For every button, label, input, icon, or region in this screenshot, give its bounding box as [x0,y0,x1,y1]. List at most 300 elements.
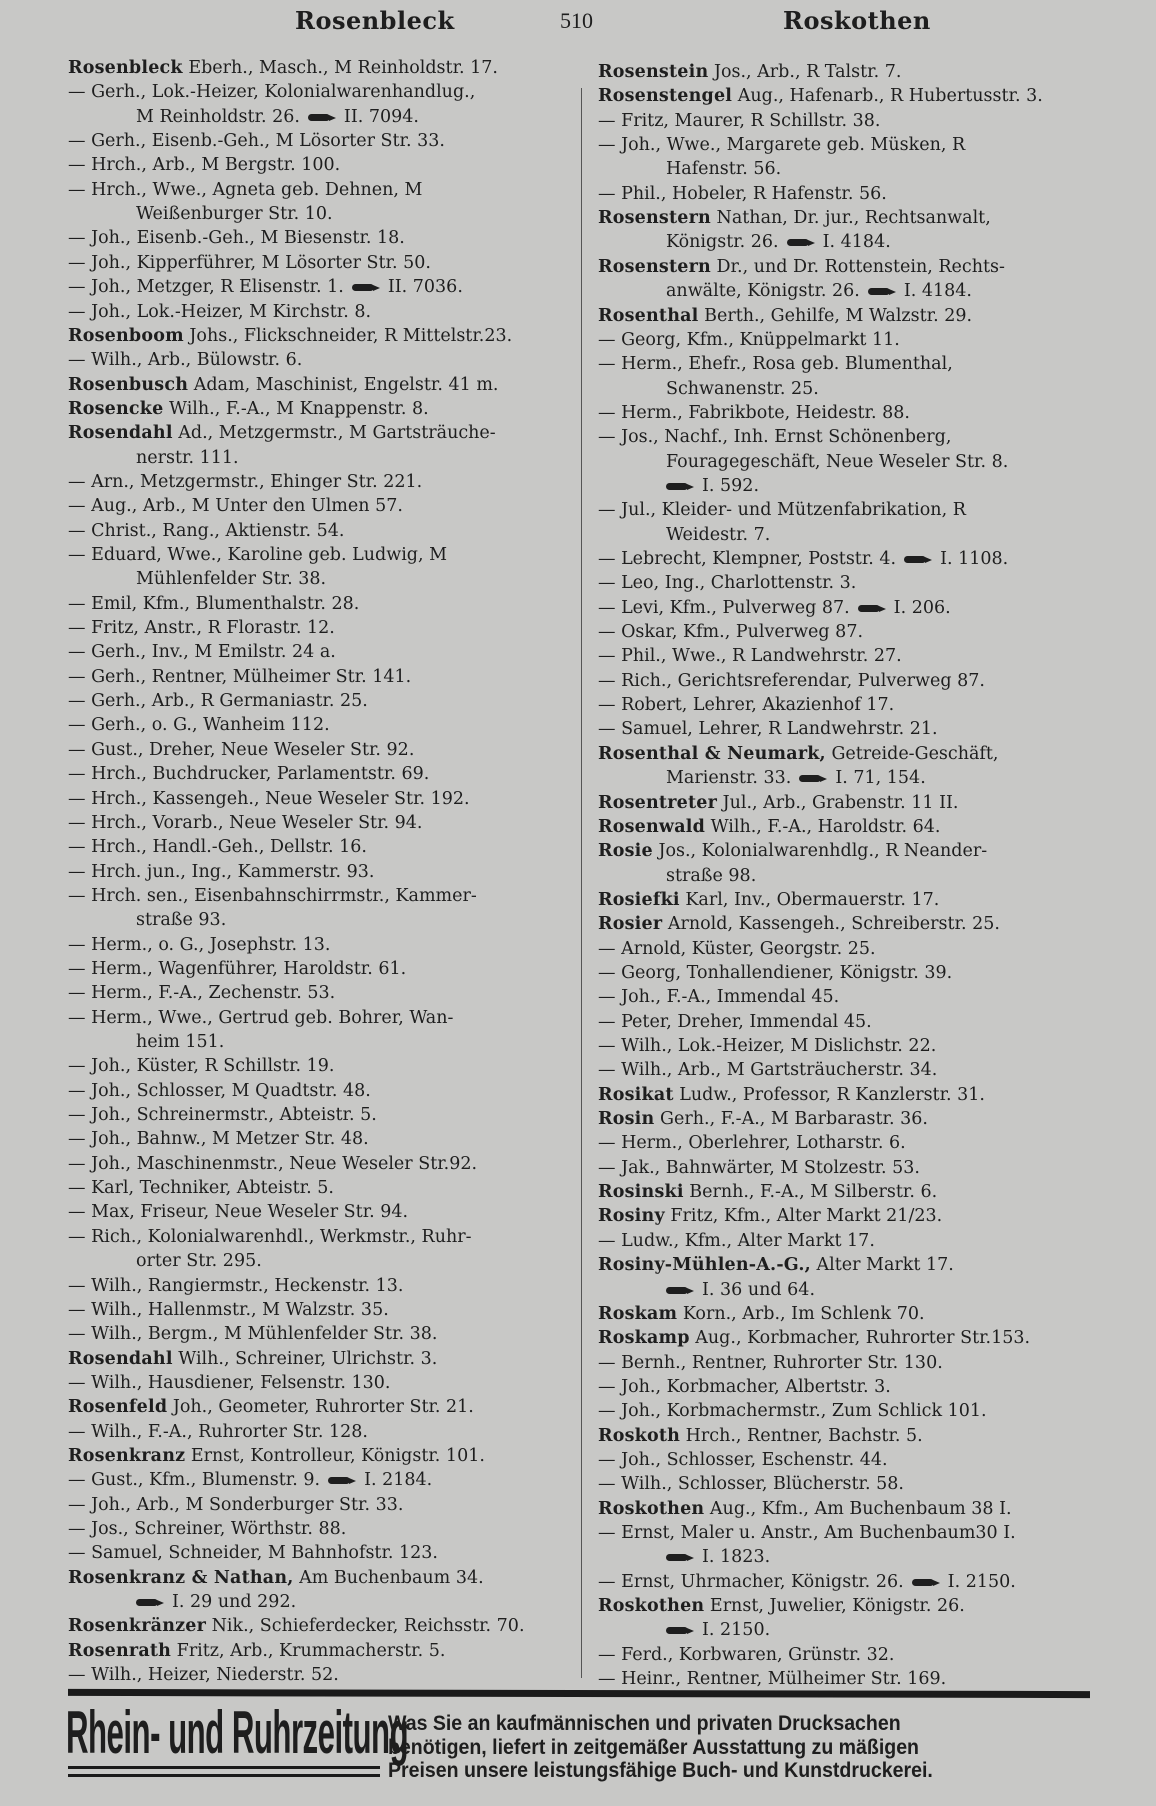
directory-line [598,1570,1016,1594]
surname: Roskothen [598,1596,705,1617]
directory-line [598,401,910,425]
surname: Rosenstern [598,256,711,277]
directory-line [598,498,966,522]
entry-text: — Eduard, Wwe., Karoline geb. Ludwig, M [68,545,448,565]
directory-line [68,421,496,445]
entry-text: — Jul., Kleider- und Mützenfabrikation, R [598,500,966,521]
directory-line [68,1468,432,1492]
surname: Rosie [598,841,653,862]
entry-text: Aug., Kfm., Am Buchenbaum 38 I. [709,1498,1012,1519]
entry-text: Eberh., Masch., M Reinholdstr. 17. [188,58,498,78]
entry-text: — Joh., Eisenb.-Geh., M Biesenstr. 18. [68,228,405,249]
directory-line [68,616,335,640]
entry-text: — Gust., Dreher, Neue Weseler Str. 92. [68,739,415,760]
entry-text: — Herm., Fabrikbote, Heidestr. 88. [598,402,910,423]
directory-line [68,1200,408,1224]
directory-line [598,815,940,839]
surname: Rosenboom [68,325,184,346]
directory-line [68,300,371,324]
entry-text: heim 151. [136,1032,225,1052]
directory-line [68,324,512,348]
directory-line [136,446,239,470]
entry-text: — Ferd., Korbwaren, Grünstr. 32. [598,1644,895,1665]
telephone-icon [666,482,694,491]
surname: Rosenbleck [68,58,183,78]
entry-text: — Ernst, Maler u. Anstr., Am Buchenbaum30 I. [598,1523,1016,1543]
directory-line [598,912,1000,936]
surname: Rosenkränzer [68,1616,207,1637]
entry-text: — Samuel, Lehrer, R Landwehrstr. 21. [598,719,938,740]
entry-text: straße 93. [136,910,227,931]
telephone-icon [912,1578,940,1587]
entry-text: Joh., Geometer, Ruhrorter Str. 21. [172,1397,474,1418]
directory-line [68,762,429,786]
directory-line [68,373,498,397]
directory-line [598,1010,872,1034]
directory-line [598,60,901,84]
entry-text: — Georg, Tonhallendiener, Königstr. 39. [598,962,953,983]
directory-line [136,202,333,226]
entry-text: Wilh., F.-A., M Knappenstr. 8. [169,398,429,419]
entry-text: — Joh., Korbmachermstr., Zum Schlick 101. [598,1401,987,1422]
telephone-number: I. 4184. [822,232,891,253]
entry-text: — Herm., Ehefr., Rosa geb. Blumenthal, [598,354,953,375]
directory-line [68,397,429,421]
directory-line [68,1127,369,1151]
directory-line [598,742,999,766]
entry-text: Mühlenfelder Str. 38. [136,569,327,590]
directory-line [68,957,406,981]
directory-line [598,182,887,206]
entry-text: — Gerh., Eisenb.-Geh., M Lösorter Str. 33. [68,131,445,152]
entry-text: Gerh., F.-A., M Barbarastr. 36. [660,1109,928,1130]
entry-text: Alter Markt 17. [816,1255,954,1276]
directory-line [68,713,330,737]
entry-text: — Herm., Wwe., Gertrud geb. Bohrer, Wan- [68,1007,454,1028]
directory-line [136,567,326,591]
directory-line [68,592,359,616]
entry-text: — Joh., Maschinenmstr., Neue Weseler Str.92. [68,1153,478,1174]
entry-text: — Joh., Bahnw., M Metzer Str. 48. [68,1129,369,1150]
surname: Rosenstern [598,208,711,229]
entry-text: — Christ., Rang., Aktienstr. 54. [68,520,345,541]
entry-text: Korn., Arb., Im Schlenk 70. [682,1303,925,1324]
entry-text: — Hrch. jun., Ing., Kammerstr. 93. [68,861,375,882]
column-divider [581,88,582,1678]
telephone-number: II. 7094. [343,106,419,127]
telephone-icon [858,604,886,613]
ad-line: Preisen unsere leistungsfähige Buch- und Kunstdruckerei. [388,1759,933,1782]
directory-line [68,348,302,372]
directory-line [68,981,335,1005]
directory-line [68,1420,368,1444]
entry-text: — Gerh., Inv., M Emilstr. 24 a. [68,642,336,663]
directory-line [598,1302,925,1326]
entry-text: — Georg, Kfm., Knüppelmarkt 11. [598,329,900,350]
telephone-number: I. 4184. [903,281,972,302]
directory-line [68,1614,525,1638]
entry-text: — Peter, Dreher, Immendal 45. [598,1011,872,1032]
entry-text: Weidestr. 7. [666,524,771,545]
entry-text: — Wilh., Hausdiener, Felsenstr. 130. [68,1372,391,1393]
entry-text: — Jos., Nachf., Inh. Ernst Schönenberg, [598,427,952,448]
entry-text: Hrch., Rentner, Bachstr. 5. [685,1425,923,1446]
entry-text: — Herm., Oberlehrer, Lotharstr. 6. [598,1133,906,1154]
ad-rule [68,1766,380,1769]
entry-text: Ernst, Juwelier, Königstr. 26. [709,1596,965,1617]
directory-line [68,1541,438,1565]
directory-line [136,105,419,129]
entry-text: Fouragegeschäft, Neue Weseler Str. 8. [666,451,1009,472]
directory-line [598,1643,894,1667]
surname: Roskoth [598,1425,681,1446]
ad-line: benötigen, liefert in zeitgemäßer Ausstattung zu mäßigen [388,1735,919,1759]
directory-line [68,1347,437,1371]
surname: Rosentreter [598,792,718,813]
directory-line [68,811,423,835]
directory-line [68,1444,485,1468]
telephone-number: I. 1108. [940,549,1009,569]
entry-text: — Wilh., F.-A., Ruhrorter Str. 128. [68,1421,368,1442]
directory-line [598,937,876,961]
telephone-icon [799,774,827,783]
directory-line [68,835,367,859]
entry-text: Königstr. 26. [666,232,779,253]
entry-text: — Robert, Lehrer, Akazienhof 17. [598,695,895,716]
directory-line [68,1395,474,1419]
directory-line [68,884,477,908]
telephone-number: I. 2150. [947,1571,1016,1592]
directory-line [68,1054,334,1078]
entry-text: — Rich., Kolonialwarenhdl., Werkmstr., Ruhr- [68,1226,472,1247]
directory-line [598,669,985,693]
entry-text: Nik., Schieferdecker, Reichsstr. 70. [211,1616,525,1637]
entry-text: Schwanenstr. 25. [666,378,819,399]
surname: Roskamp [598,1328,690,1349]
directory-line [598,352,953,376]
surname: Rosenkranz & Nathan, [68,1567,294,1588]
directory-line [68,1103,377,1127]
telephone-number: I. 2184. [364,1470,433,1491]
entry-text: — Ernst, Uhrmacher, Königstr. 26. [598,1571,904,1592]
ad-line: Was Sie an kaufmännischen und privaten Drucksachen [388,1712,901,1735]
directory-line [68,640,336,664]
entry-text: Arnold, Kassengeh., Schreiberstr. 25. [667,914,1000,935]
entry-text: Am Buchenbaum 34. [299,1567,484,1588]
entry-text: — Joh., Schlosser, Eschenstr. 44. [598,1449,888,1470]
directory-line [598,1326,1030,1350]
ad-title: Rhein- und Ruhrzeitung [66,1699,409,1766]
entry-text: — Levi, Kfm., Pulverweg 87. [598,597,850,618]
entry-text: — Joh., Schlosser, M Quadtstr. 48. [68,1080,371,1101]
directory-line [68,1322,437,1346]
entry-text: — Herm., F.-A., Zechenstr. 53. [68,983,336,1004]
directory-line [666,1545,770,1569]
surname: Rosenwald [598,816,706,837]
surname: Roskothen [598,1498,705,1519]
telephone-icon [328,1476,356,1485]
directory-line [68,1493,403,1517]
directory-line [68,1663,339,1687]
entry-text: — Bernh., Rentner, Ruhrorter Str. 130. [598,1352,943,1373]
directory-line [666,157,781,181]
directory-line [136,1590,296,1614]
directory-line [68,519,344,543]
entry-text: M Reinholdstr. 26. [136,106,300,127]
directory-line [598,985,839,1009]
entry-text: straße 98. [666,865,757,886]
directory-line [598,1594,965,1618]
directory-line [598,255,1005,279]
directory-line [598,1180,937,1204]
surname: Rosenbusch [68,374,189,395]
directory-line [68,543,447,567]
directory-line [598,547,1008,571]
entry-text: — Fritz, Maurer, R Schillstr. 38. [598,110,881,131]
directory-line [666,279,972,303]
directory-line [598,1253,954,1277]
entry-text: — Joh., Korbmacher, Albertstr. 3. [598,1376,891,1397]
directory-line [68,153,340,177]
directory-line [666,766,926,790]
directory-line [68,1274,404,1298]
entry-text: Ernst, Kontrolleur, Königstr. 101. [190,1445,485,1466]
directory-line [136,1249,262,1273]
entry-text: — Fritz, Anstr., R Florastr. 12. [68,618,335,639]
surname: Rosenfeld [68,1397,168,1418]
directory-line [598,717,938,741]
directory-line [598,571,856,595]
directory-line [68,1152,477,1176]
entry-text: anwälte, Königstr. 26. [666,281,860,302]
entry-text: Nathan, Dr. jur., Rechtsanwalt, [716,208,991,229]
directory-line [598,839,987,863]
directory-line [68,129,445,153]
directory-line [598,1107,928,1131]
directory-line [598,693,894,717]
directory-line [598,791,958,815]
entry-text: — Joh., Wwe., Margarete geb. Müsken, R [598,135,966,156]
entry-text: — Joh., Arb., M Sonderburger Str. 33. [68,1494,404,1515]
entry-text: — Hrch., Wwe., Agneta geb. Dehnen, M [68,179,423,200]
entry-text: — Phil., Hobeler, R Hafenstr. 56. [598,183,887,204]
telephone-number: I. 29 und 292. [172,1592,297,1613]
directory-line [666,474,759,498]
telephone-icon [308,113,336,122]
entry-text: — Max, Friseur, Neue Weseler Str. 94. [68,1202,409,1223]
entry-text: Dr., und Dr. Rottenstein, Rechts- [716,256,1005,277]
entry-text: Johs., Flickschneider, R Mittelstr.23. [189,325,513,346]
entry-text: — Wilh., Hallenmstr., M Walzstr. 35. [68,1299,389,1320]
entry-text: Fritz, Arb., Krummacherstr. 5. [176,1640,446,1661]
entry-text: — Hrch. sen., Eisenbahnschirrmstr., Kammer- [68,885,477,906]
entry-text: — Aug., Arb., M Unter den Ulmen 57. [68,496,403,517]
directory-line [136,908,226,932]
telephone-icon [136,1598,164,1607]
surname: Rosin [598,1109,655,1130]
entry-text: — Hrch., Buchdrucker, Parlamentstr. 69. [68,764,430,785]
surname: Rosiefki [598,889,680,910]
directory-line [666,864,756,888]
directory-line [666,1278,815,1302]
entry-text: — Gerh., o. G., Wanheim 112. [68,715,330,736]
entry-text: Wilh., F.-A., Haroldstr. 64. [710,816,941,837]
entry-text: — Joh., Lok.-Heizer, M Kirchstr. 8. [68,301,372,322]
telephone-icon [666,1626,694,1635]
entry-text: — Samuel, Schneider, M Bahnhofstr. 123. [68,1543,438,1564]
directory-line [68,1639,445,1663]
directory-line [598,133,965,157]
directory-line [598,620,863,644]
surname: Rosiny [598,1206,665,1227]
directory-line [68,1371,391,1395]
directory-line [598,1472,904,1496]
telephone-icon [352,283,380,292]
directory-line [598,1424,923,1448]
surname: Rosenkranz [68,1445,186,1466]
directory-line [598,328,900,352]
entry-text: Marienstr. 33. [666,768,792,789]
entry-text: — Wilh., Schlosser, Blücherstr. 58. [598,1474,904,1495]
directory-line [68,226,405,250]
surname: Rosenthal & Neumark, [598,743,826,764]
surname: Rosenrath [68,1640,172,1661]
ad-text [388,1712,1039,1783]
entry-text: — Arnold, Küster, Georgstr. 25. [598,938,876,959]
directory-line [68,689,368,713]
directory-line [68,1176,334,1200]
telephone-icon [868,287,896,296]
directory-line [68,787,470,811]
directory-line [68,1079,371,1103]
directory-line [136,1030,224,1054]
entry-text: Fritz, Kfm., Alter Markt 21/23. [670,1206,943,1227]
entry-text: Jos., Kolonialwarenhdlg., R Neander- [658,841,988,862]
directory-line [68,470,422,494]
directory-line [598,1083,985,1107]
directory-line [598,1399,987,1423]
entry-text: — Emil, Kfm., Blumenthalstr. 28. [68,593,360,614]
surname: Rosiny-Mühlen-A.-G., [598,1255,811,1276]
telephone-number: I. 592. [702,475,760,496]
directory-line [666,230,891,254]
entry-text: Berth., Gehilfe, M Walzstr. 29. [704,305,973,326]
entry-text: Wilh., Schreiner, Ulrichstr. 3. [178,1348,438,1369]
directory-line [598,206,991,230]
directory-line [598,961,952,985]
surname: Rosencke [68,398,164,419]
directory-line [68,275,463,299]
directory-line [598,1034,936,1058]
entry-text: nerstr. 111. [136,447,239,468]
entry-text: orter Str. 295. [136,1251,262,1272]
surname: Rosendahl [68,423,173,444]
entry-text: — Wilh., Bergm., M Mühlenfelder Str. 38. [68,1324,438,1345]
entry-text: — Hrch., Kassengeh., Neue Weseler Str. 192. [68,788,470,809]
directory-line [598,84,1043,108]
entry-text: — Hrch., Handl.-Geh., Dellstr. 16. [68,837,367,858]
entry-text: Bernh., F.-A., M Silberstr. 6. [689,1182,938,1203]
telephone-number: I. 71, 154. [835,768,926,789]
entry-text: — Phil., Wwe., R Landwehrstr. 27. [598,646,902,667]
entry-text: — Wilh., Lok.-Heizer, M Dislichstr. 22. [598,1036,937,1056]
directory-line [666,523,770,547]
entry-text: Ludw., Professor, R Kanzlerstr. 31. [679,1084,985,1105]
directory-line [666,450,1008,474]
directory-line [68,1298,389,1322]
surname: Roskam [598,1303,678,1324]
entry-text: — Jak., Bahnwärter, M Stolzestr. 53. [598,1157,920,1178]
directory-line [68,1517,346,1541]
directory-line [598,888,939,912]
entry-text: — Ludw., Kfm., Alter Markt 17. [598,1230,875,1251]
entry-text: Hafenstr. 56. [666,159,782,180]
directory-line [68,251,431,275]
directory-line [598,1667,946,1691]
telephone-number: I. 2150. [702,1620,771,1641]
surname: Rosinski [598,1182,684,1203]
entry-text: Aug., Korbmacher, Ruhrorter Str.153. [695,1328,1031,1349]
directory-line [598,1497,1012,1521]
surname: Rosenstengel [598,86,733,107]
directory-line [68,80,475,104]
telephone-number: I. 36 und 64. [702,1279,816,1300]
entry-text: — Karl, Techniker, Abteistr. 5. [68,1178,334,1199]
directory-line [68,178,422,202]
entry-text: Weißenburger Str. 10. [136,204,333,225]
entry-text: — Gerh., Arb., R Germaniastr. 25. [68,691,368,712]
directory-line [666,377,819,401]
directory-line [598,425,951,449]
entry-text: Aug., Hafenarb., R Hubertusstr. 3. [737,86,1043,107]
directory-line [68,933,331,957]
entry-text: Karl, Inv., Obermauerstr. 17. [685,889,940,910]
running-head-left: Rosenbleck [295,6,455,35]
entry-text: — Herm., o. G., Josephstr. 13. [68,934,331,955]
telephone-icon [666,1286,694,1295]
entry-text: — Wilh., Heizer, Niederstr. 52. [68,1665,339,1686]
directory-line [598,596,951,620]
directory-line [598,1058,937,1082]
surname: Rosenstein [598,62,709,82]
surname: Rosikat [598,1084,674,1105]
directory-line [68,1225,472,1249]
ad-rule [68,1774,380,1777]
telephone-icon [787,238,815,247]
directory-line [598,1131,906,1155]
entry-text: — Hrch., Arb., M Bergstr. 100. [68,155,341,176]
entry-text: — Hrch., Vorarb., Neue Weseler Str. 94. [68,812,423,833]
telephone-number: I. 1823. [702,1547,771,1568]
directory-line [598,1351,943,1375]
entry-text: — Joh., Metzger, R Elisenstr. 1. [68,277,344,298]
directory-line [598,644,902,668]
directory-line [68,1006,453,1030]
directory-line [598,109,880,133]
directory-line [598,1204,942,1228]
surname: Rosier [598,914,663,935]
directory-line [598,1375,891,1399]
entry-text: — Wilh., Arb., M Gartsträucherstr. 34. [598,1060,938,1081]
entry-text: Getreide-Geschäft, [831,743,999,764]
entry-text: Adam, Maschinist, Engelstr. 41 m. [193,374,499,395]
entry-text: Ad., Metzgermstr., M Gartsträuche- [178,423,496,444]
entry-text: — Heinr., Rentner, Mülheimer Str. 169. [598,1669,947,1690]
entry-text: — Arn., Metzgermstr., Ehinger Str. 221. [68,471,423,492]
directory-line [598,1156,920,1180]
directory-line [68,1566,484,1590]
telephone-icon [666,1553,694,1562]
